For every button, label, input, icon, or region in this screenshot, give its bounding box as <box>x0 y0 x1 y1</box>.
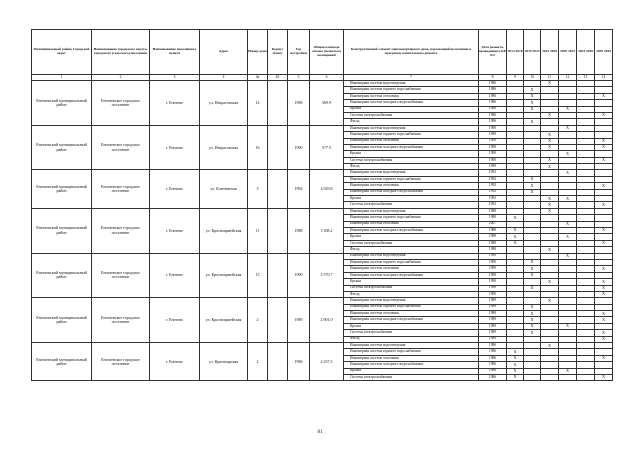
house-house-number: 11 <box>248 208 268 253</box>
repair-date: 1986 <box>479 106 507 112</box>
house-settlement: Енотаевское городское поселение <box>92 81 150 126</box>
period-mark: X <box>507 362 524 368</box>
repair-date: 1990 <box>479 259 507 265</box>
house-house-number: 2 <box>248 343 268 381</box>
repair-date: 1986 <box>479 362 507 368</box>
house-settlement: Енотаевское городское поселение <box>92 253 150 298</box>
period-mark: X <box>541 196 559 202</box>
element-name: Крыша <box>344 368 479 374</box>
period-mark: X <box>541 343 559 349</box>
house-address: ул. Ключевская <box>200 170 248 208</box>
repair-date: 1990 <box>479 157 507 163</box>
column-number: 7 <box>344 75 479 81</box>
repair-date: 1990 <box>479 285 507 291</box>
repair-date: 1990 <box>479 138 507 144</box>
element-name: Инженерная система водоотведения <box>344 170 479 176</box>
repair-date: 1990 <box>479 144 507 150</box>
element-name: Инженерная система отопления <box>344 221 479 227</box>
period-mark: X <box>541 138 559 144</box>
period-mark: X <box>595 291 613 297</box>
element-name: Инженерная система горячего водоснабжения <box>344 132 479 138</box>
house-address: ул. Красноармейская <box>200 253 248 298</box>
period-mark: X <box>507 240 524 246</box>
house-area: 569.9 <box>310 81 344 126</box>
period-mark: X <box>507 227 524 233</box>
period-mark: X <box>559 125 577 131</box>
header-build-year: Год постройки <box>288 30 310 75</box>
period-mark: X <box>559 368 577 374</box>
column-number: 6 <box>310 75 344 81</box>
period-mark: X <box>595 374 613 380</box>
period-mark: X <box>595 311 613 317</box>
repair-date: 1986 <box>479 119 507 125</box>
repair-date: 1990 <box>479 132 507 138</box>
house-settlement: Енотаевское городское поселение <box>92 125 150 170</box>
repair-date: 1992 <box>479 189 507 195</box>
period-mark: X <box>524 183 541 189</box>
element-name: Инженерная система отопления <box>344 311 479 317</box>
repair-date: 1990 <box>479 151 507 157</box>
house-district: Енотаевский муниципальный район <box>32 343 92 381</box>
element-name: Инженерная система горячего водоснабжения <box>344 176 479 182</box>
element-name: Инженерная система водоотведения <box>344 253 479 259</box>
period-mark: X <box>595 355 613 361</box>
element-name: Инженерная система отопления <box>344 138 479 144</box>
element-name: Инженерная система горячего водоснабжения <box>344 304 479 310</box>
repair-date: 1989 <box>479 298 507 304</box>
period-mark: X <box>541 132 559 138</box>
period-mark: X <box>595 144 613 150</box>
house-district: Енотаевский муниципальный район <box>32 253 92 298</box>
period-mark: X <box>595 112 613 118</box>
house-area: 3 308,2 <box>310 208 344 253</box>
period-mark: X <box>595 336 613 342</box>
repair-date: 1992 <box>479 170 507 176</box>
header-repair-date: Дата ремонта, проведенного КР КЗ <box>479 30 507 75</box>
period-mark: X <box>559 221 577 227</box>
repair-date: 1992 <box>479 183 507 189</box>
element-name: Система электроснабжения <box>344 285 479 291</box>
house-block <box>268 208 288 253</box>
period-mark: X <box>524 259 541 265</box>
period-mark: X <box>595 240 613 246</box>
column-number: 10 <box>524 75 541 81</box>
period-mark: X <box>507 355 524 361</box>
period-mark: X <box>524 323 541 329</box>
repair-date: 1986 <box>479 87 507 93</box>
element-name: Инженерная система горячего водоснабжения <box>344 349 479 355</box>
house-district: Енотаевский муниципальный район <box>32 208 92 253</box>
repair-date: 1992 <box>479 176 507 182</box>
repair-date: 1986 <box>479 368 507 374</box>
period-mark: X <box>541 279 559 285</box>
house-district: Енотаевский муниципальный район <box>32 298 92 343</box>
element-name: Инженерная система отопления <box>344 183 479 189</box>
page-number: 81 <box>317 430 323 435</box>
element-name: Инженерная система водоотведения <box>344 208 479 214</box>
house-district: Енотаевский муниципальный район <box>32 125 92 170</box>
house-build-year: 1989 <box>288 298 310 343</box>
element-name: Крыша <box>344 234 479 240</box>
repair-date: 1988 <box>479 234 507 240</box>
repair-date: 1986 <box>479 112 507 118</box>
period-mark: X <box>595 183 613 189</box>
repair-date: 1992 <box>479 196 507 202</box>
element-name: Инженерная система отопления <box>344 266 479 272</box>
period-mark: X <box>595 330 613 336</box>
column-number: 2 <box>92 75 150 81</box>
period-mark: X <box>524 304 541 310</box>
house-address: ул. Некрасовская <box>200 125 248 170</box>
header-settlement: Наименование городского округа, городского (сельского) поселения <box>92 30 150 75</box>
element-name: Система электроснабжения <box>344 112 479 118</box>
period-mark: X <box>559 106 577 112</box>
period-mark: X <box>524 93 541 99</box>
period-mark: X <box>524 119 541 125</box>
document-sheet <box>31 29 612 381</box>
column-number: 11 <box>541 75 559 81</box>
house-locality: г. Енотово <box>150 208 200 253</box>
period-mark: X <box>559 323 577 329</box>
house-block <box>268 81 288 126</box>
house-locality: г. Енотово <box>150 170 200 208</box>
period-mark: X <box>595 138 613 144</box>
element-name: Инженерная система холодного водоснабжения <box>344 227 479 233</box>
element-name: Крыша <box>344 151 479 157</box>
period-mark: X <box>559 234 577 240</box>
repair-date: 1992 <box>479 202 507 208</box>
house-block <box>268 298 288 343</box>
repair-date: 1988 <box>479 208 507 214</box>
house-area: 577.5 <box>310 125 344 170</box>
repair-date: 1989 <box>479 330 507 336</box>
period-mark: X <box>524 266 541 272</box>
house-area: 3 570,7 <box>310 253 344 298</box>
column-number: 4а <box>248 75 268 81</box>
house-build-year: 1988 <box>288 208 310 253</box>
repair-date: 1988 <box>479 240 507 246</box>
table-body <box>32 81 613 381</box>
repair-date: 1986 <box>479 343 507 349</box>
house-block <box>268 343 288 381</box>
header-area: Общая площадь жилых (нежилых) помещений <box>310 30 344 75</box>
element-name: Система электроснабжения <box>344 157 479 163</box>
element-name: Инженерная система холодного водоснабжения <box>344 362 479 368</box>
house-locality: г. Енотово <box>150 81 200 126</box>
header-period-5: 2034 2038 <box>577 30 595 75</box>
repair-date: 1990 <box>479 291 507 297</box>
period-mark: X <box>541 112 559 118</box>
period-mark: X <box>559 170 577 176</box>
period-mark: X <box>507 215 524 221</box>
header-row <box>32 30 613 75</box>
column-number: 3 <box>150 75 200 81</box>
period-mark: X <box>541 247 559 253</box>
element-name: Фасад <box>344 336 479 342</box>
house-block <box>268 253 288 298</box>
period-mark: X <box>507 234 524 240</box>
period-mark: X <box>524 311 541 317</box>
element-name: Крыша <box>344 323 479 329</box>
element-name: Инженерная система холодного водоснабжения <box>344 144 479 150</box>
column-number: 8 <box>479 75 507 81</box>
header-locality: Наименование населенного пункта <box>150 30 200 75</box>
period-mark: X <box>541 208 559 214</box>
period-mark: X <box>541 144 559 150</box>
column-number: 13 <box>577 75 595 81</box>
element-name: Фасад <box>344 291 479 297</box>
period-mark <box>577 374 595 380</box>
header-period-1: 2014 2018 <box>507 30 524 75</box>
element-name: Крыша <box>344 196 479 202</box>
element-name: Инженерная система отопления <box>344 93 479 99</box>
repair-date: 1989 <box>479 336 507 342</box>
house-build-year: 1986 <box>288 343 310 381</box>
header-address: Адрес <box>200 30 248 75</box>
repair-date: 1990 <box>479 266 507 272</box>
element-name: Инженерная система горячего водоснабжения <box>344 87 479 93</box>
repair-date: 1988 <box>479 247 507 253</box>
header-house-number: Номер дома <box>248 30 268 75</box>
period-mark: X <box>524 330 541 336</box>
header-period-3: 2024 2028 <box>541 30 559 75</box>
period-mark: X <box>559 253 577 259</box>
element-name: Инженерная система водоотведения <box>344 125 479 131</box>
repair-date: 1988 <box>479 227 507 233</box>
element-name: Инженерная система водоотведения <box>344 343 479 349</box>
period-mark <box>524 374 541 380</box>
house-settlement: Енотаевское городское поселение <box>92 208 150 253</box>
period-mark: X <box>541 298 559 304</box>
element-name: Фасад <box>344 247 479 253</box>
header-period-4: 2029 2033 <box>559 30 577 75</box>
house-address: ул. Красноармейская <box>200 298 248 343</box>
period-mark: X <box>595 93 613 99</box>
house-house-number: 2 <box>248 298 268 343</box>
element-name: Крыша <box>344 106 479 112</box>
period-mark: X <box>595 202 613 208</box>
period-mark: X <box>524 317 541 323</box>
element-name: Инженерная система холодного водоснабжения <box>344 189 479 195</box>
period-mark: X <box>595 285 613 291</box>
element-name: Система электроснабжения <box>344 202 479 208</box>
period-mark: X <box>524 189 541 195</box>
period-mark <box>541 374 559 380</box>
header-block: Корпус (блок) <box>268 30 288 75</box>
house-area: 2 901,0 <box>310 298 344 343</box>
repair-date: 1986 <box>479 100 507 106</box>
house-settlement: Енотаевское городское поселение <box>92 343 150 381</box>
house-house-number: 3 <box>248 170 268 208</box>
repair-date: 1986 <box>479 81 507 87</box>
house-locality: г. Енотово <box>150 343 200 381</box>
repair-date: 1989 <box>479 323 507 329</box>
house-area: 4 237,3 <box>310 343 344 381</box>
house-address: ул. Красноярская <box>200 343 248 381</box>
house-block <box>268 170 288 208</box>
element-name: Система электроснабжения <box>344 240 479 246</box>
repair-date: 2007 <box>479 221 507 227</box>
period-mark: X <box>559 151 577 157</box>
period-mark: X <box>595 157 613 163</box>
house-locality: г. Енотово <box>150 125 200 170</box>
period-mark: X <box>595 279 613 285</box>
house-locality: г. Енотово <box>150 253 200 298</box>
element-name: Инженерная система водоотведения <box>344 81 479 87</box>
house-build-year: 1986 <box>288 81 310 126</box>
house-locality: г. Енотово <box>150 298 200 343</box>
header-district: Муниципальный район, Городской округ <box>32 30 92 75</box>
header-element: Конструктивный элемент многоквартирного дома, подлежащий включению в программу капитального ремонта <box>344 30 479 75</box>
period-mark: X <box>524 100 541 106</box>
period-mark: X <box>507 368 524 374</box>
element-name: Инженерная система холодного водоснабжения <box>344 272 479 278</box>
repair-date: 1989 <box>479 317 507 323</box>
period-mark: X <box>595 317 613 323</box>
element-name: Инженерная система холодного водоснабжения <box>344 317 479 323</box>
period-mark: X <box>541 202 559 208</box>
house-settlement: Енотаевское городское поселение <box>92 170 150 208</box>
house-settlement: Енотаевское городское поселение <box>92 298 150 343</box>
element-name: Инженерная система горячего водоснабжения <box>344 259 479 265</box>
house-build-year: 1992 <box>288 170 310 208</box>
house-build-year: 1990 <box>288 253 310 298</box>
house-house-number: 13 <box>248 253 268 298</box>
element-name: Инженерная система водоотведения <box>344 298 479 304</box>
repair-date: 1986 <box>479 349 507 355</box>
element-name: Инженерная система отопления <box>344 355 479 361</box>
period-mark: X <box>524 272 541 278</box>
house-house-number: 14 <box>248 81 268 126</box>
header-period-2: 2019 2023 <box>524 30 541 75</box>
period-mark: X <box>524 176 541 182</box>
period-mark: X <box>507 349 524 355</box>
period-mark: X <box>524 87 541 93</box>
house-house-number: 16 <box>248 125 268 170</box>
element-name: Система электроснабжения <box>344 374 479 380</box>
column-number: 4 <box>200 75 248 81</box>
period-mark: X <box>595 266 613 272</box>
house-block <box>268 125 288 170</box>
element-name: Крыша <box>344 279 479 285</box>
column-number: 4б <box>268 75 288 81</box>
repair-date: 1986 <box>479 374 507 380</box>
period-mark: X <box>541 81 559 87</box>
repair-date: 1990 <box>479 125 507 131</box>
repair-date: 1989 <box>479 304 507 310</box>
period-mark <box>559 374 577 380</box>
period-mark: X <box>524 106 541 112</box>
house-district: Енотаевский муниципальный район <box>32 170 92 208</box>
period-mark: X <box>524 285 541 291</box>
house-address: ул. Некрасовская <box>200 81 248 126</box>
element-name: Фасад <box>344 119 479 125</box>
repair-date: 1990 <box>479 279 507 285</box>
period-mark: X <box>507 374 524 380</box>
period-mark: X <box>559 196 577 202</box>
period-mark: X <box>541 164 559 170</box>
repair-date: 1988 <box>479 215 507 221</box>
house-build-year: 1990 <box>288 125 310 170</box>
house-address: ул. Красноармейская <box>200 208 248 253</box>
element-name: Инженерная система горячего водоснабжения <box>344 215 479 221</box>
column-number: 12 <box>559 75 577 81</box>
repair-date: 1986 <box>479 93 507 99</box>
period-mark: X <box>541 157 559 163</box>
column-number: 9 <box>507 75 524 81</box>
repair-date: 1989 <box>479 311 507 317</box>
element-name: Фасад <box>344 164 479 170</box>
capital-repair-table <box>31 29 613 381</box>
repair-date: 1990 <box>479 164 507 170</box>
element-name: Система электроснабжения <box>344 330 479 336</box>
column-number: 14 <box>595 75 613 81</box>
column-number: 5 <box>288 75 310 81</box>
period-mark: X <box>595 227 613 233</box>
repair-date: 1990 <box>479 272 507 278</box>
house-area: 4 029,8 <box>310 170 344 208</box>
repair-date: 1990 <box>479 253 507 259</box>
column-number: 1 <box>32 75 92 81</box>
house-district: Енотаевский муниципальный район <box>32 81 92 126</box>
repair-date: 1986 <box>479 355 507 361</box>
element-name: Инженерная система холодного водоснабжения <box>344 100 479 106</box>
header-period-6: 2039 2043 <box>595 30 613 75</box>
